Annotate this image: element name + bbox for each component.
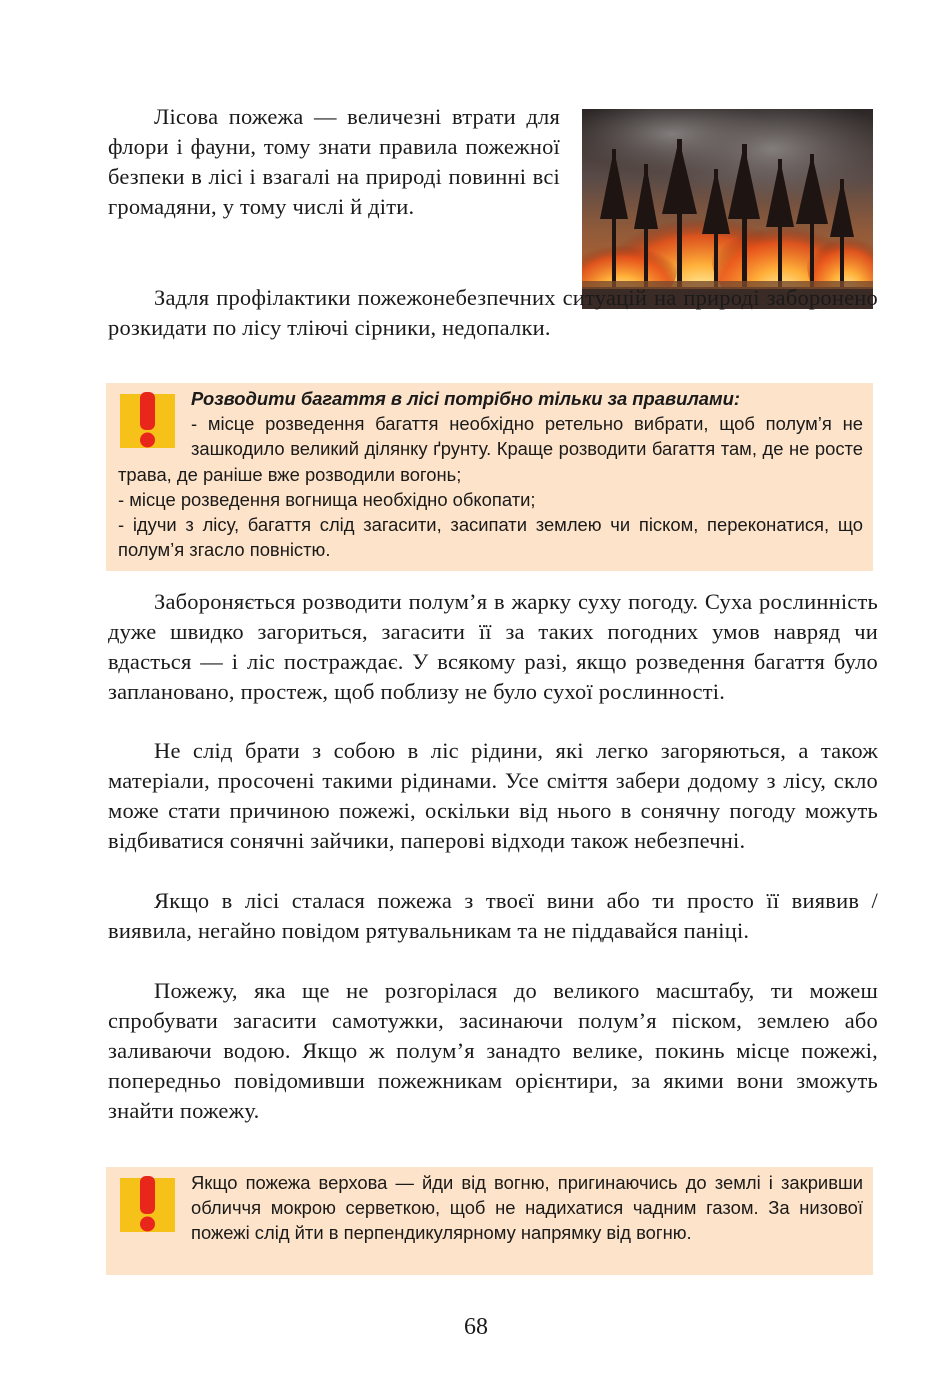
intro-paragraph-1: Лісова пожежа — величезні втрати для флори і фауни, тому знати правила пожежної безпеки в лісі і взагалі на природі повинні всі громадяни, у тому числі й діти. (108, 104, 560, 219)
body-paragraph-2: Не слід брати з собою в ліс рідини, які легко загоряються, а також матеріали, просочені такими рідинами. Усе сміття забери додому з лісу, скло може стати причиною пожежі, оскільки від нього в сонячну погоду можуть відбиватися сонячні зайчики, паперові відходи також небезпечні. (108, 738, 878, 853)
campfire-rule-3: - ідучи з лісу, багаття слід загасити, засипати землею чи піском, переконатися, що полум’я згасло повністю. (118, 514, 863, 561)
campfire-rules-heading: Розводити багаття в лісі потрібно тільки за правилами: (191, 388, 740, 409)
forest-fire-photo (582, 109, 873, 309)
crown-fire-text: Якщо пожежа верхова — йди від вогню, пригинаючись до землі і закривши обличчя мокрою серветкою, щоб не надихатися чадним газом. За низової пожежі слід йти в перпендикулярному напрямку від вогню. (191, 1172, 863, 1244)
campfire-rules-note (106, 383, 873, 571)
page-number: 68 (464, 1314, 488, 1340)
body-paragraph-4: Пожежу, яка ще не розгорілася до великого масштабу, ти можеш спробувати загасити самотужки, засинаючи полум’я піском, землею або заливаючи водою. Якщо ж полум’я занадто велике, покинь місце пожежі, попередньо повідомивши пожежникам орієнтири, за якими вони зможуть знайти пожежу. (108, 978, 878, 1123)
crown-fire-note (106, 1167, 873, 1275)
body-paragraph-1: Забороняється розводити полум’я в жарку суху погоду. Суха рослинність дуже швидко загориться, загасити її за таких погодних умов навряд чи вдасться — і ліс постраждає. У всякому разі, якщо розведення багаття було заплановано, простеж, щоб поблизу не було сухої рослинності. (108, 589, 878, 704)
warning-exclamation-icon (120, 1174, 175, 1234)
warning-exclamation-icon (120, 390, 175, 450)
body-paragraph-3: Якщо в лісі сталася пожежа з твоєї вини або ти просто її виявив / виявила, негайно повідом рятувальникам та не піддавайся паніці. (108, 888, 878, 943)
intro-paragraph-2 (108, 283, 878, 343)
campfire-rule-1: - місце розведення багаття необхідно ретельно вибрати, щоб полум’я не зашкодило великий ділянку ґрунту. Краще розводити багаття там, де не росте трава, де раніше вже розводили вогонь; (118, 413, 863, 485)
intro-paragraph-2-text: Задля профілактики пожежонебезпечних ситуацій на природі заборонено розкидати по лісу тліючі сірники, недопалки. (108, 285, 878, 340)
campfire-rule-2: - місце розведення вогнища необхідно обкопати; (118, 488, 536, 510)
